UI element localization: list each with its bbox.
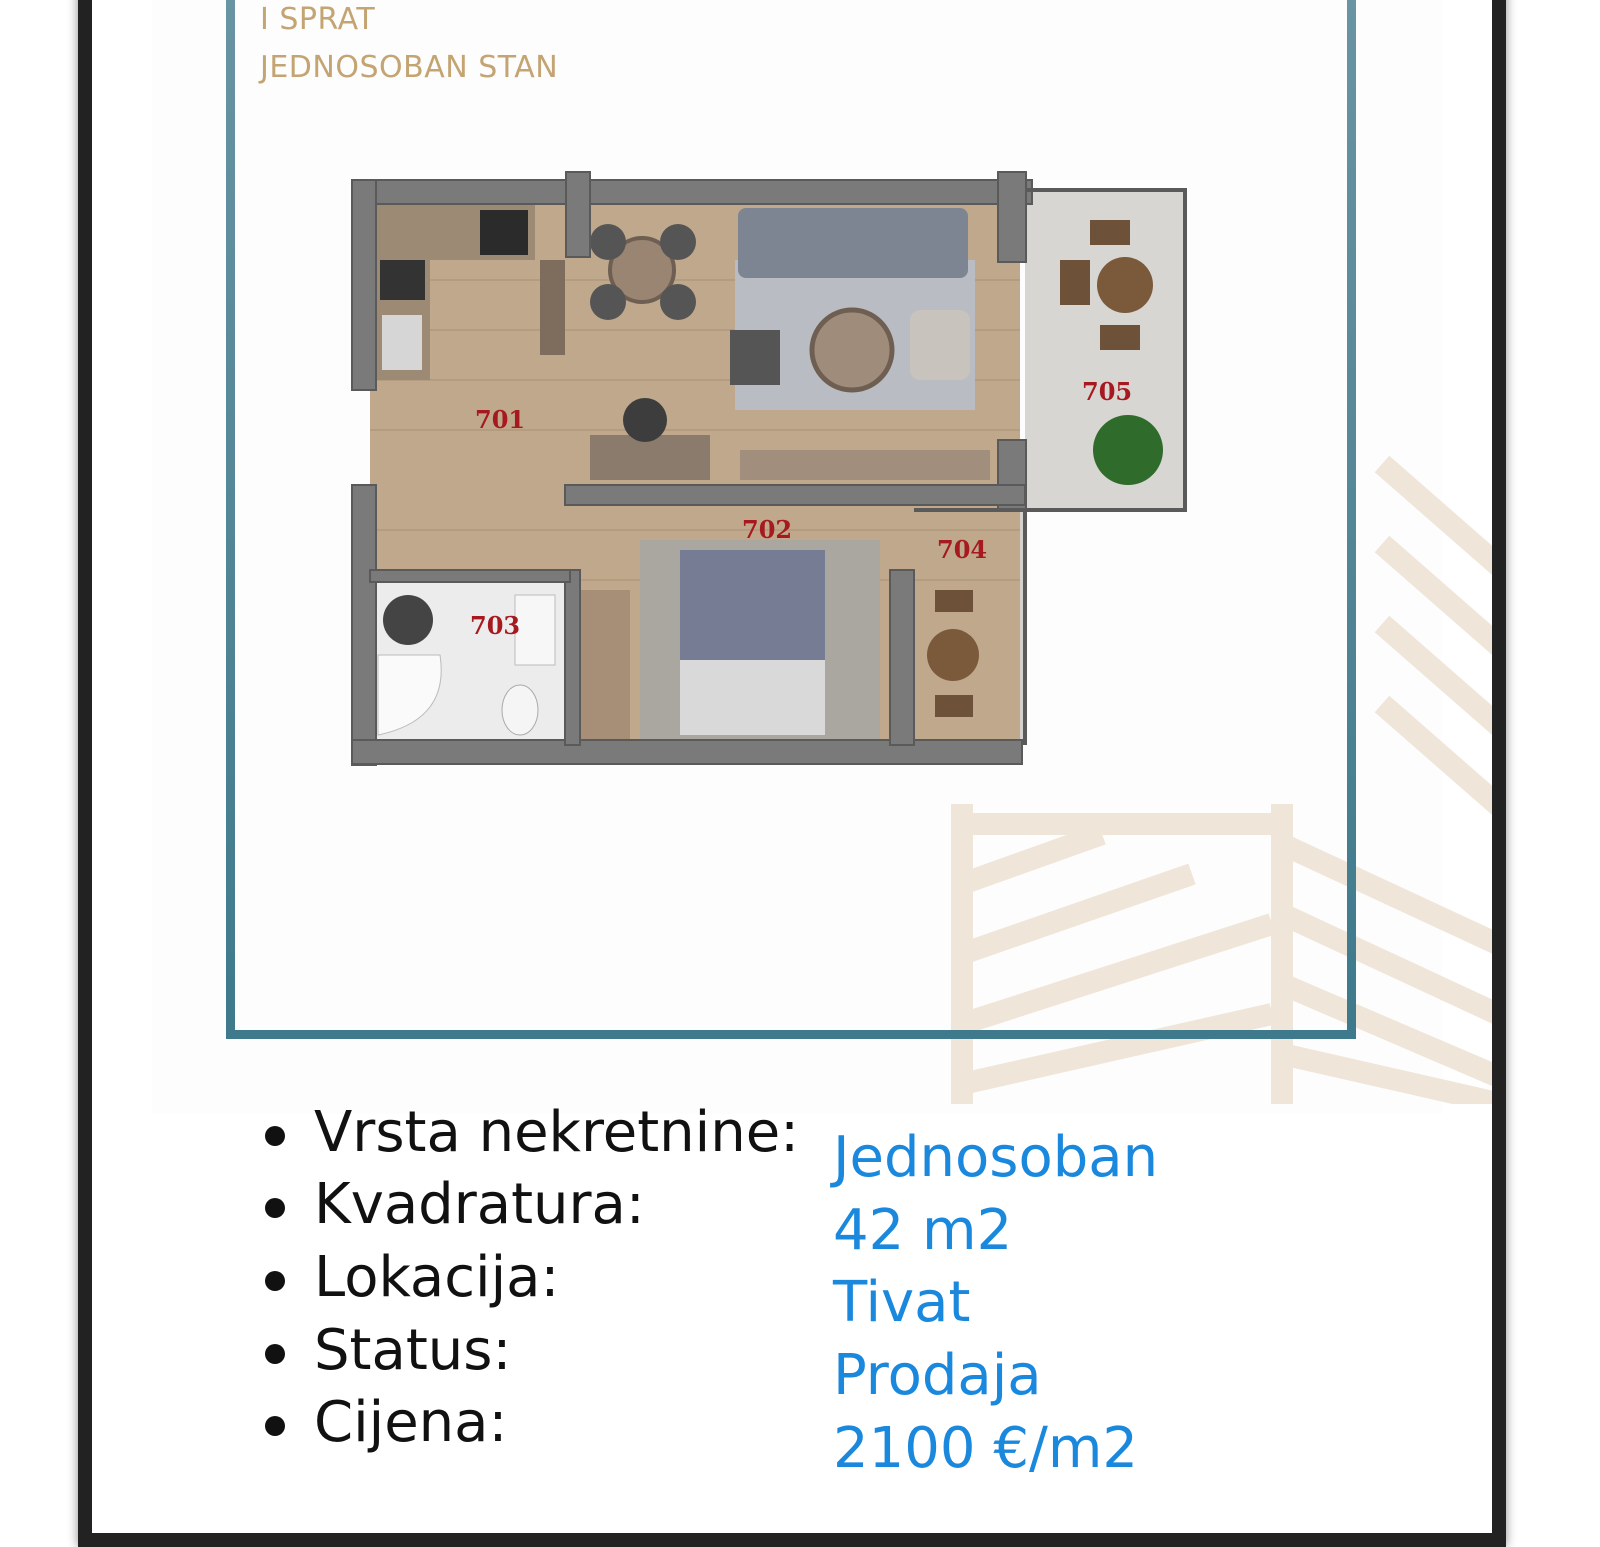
wall: [566, 172, 590, 257]
unit-type-label: JEDNOSOBAN STAN: [260, 50, 559, 85]
sideboard: [540, 260, 565, 355]
balcony-704-chair: [935, 590, 973, 612]
bullet-icon: [265, 1271, 285, 1291]
washing-machine: [383, 595, 433, 645]
spec-label: Status:: [314, 1318, 512, 1383]
dining-chair: [660, 284, 696, 320]
balcony-chair: [1100, 325, 1140, 350]
spec-value-location: Tivat: [833, 1270, 971, 1335]
desk-chair: [623, 398, 667, 442]
spec-label: Vrsta nekretnine:: [314, 1100, 800, 1165]
room-label-705: 705: [1082, 377, 1133, 406]
bullet-icon: [265, 1416, 285, 1436]
bathroom-sink: [515, 595, 555, 665]
wall: [998, 172, 1026, 262]
desk: [590, 435, 710, 480]
spec-value-area: 42 m2: [833, 1198, 1013, 1263]
oven: [380, 260, 425, 300]
spec-label: Cijena:: [314, 1390, 508, 1455]
wall: [352, 180, 1032, 204]
toilet: [502, 685, 538, 735]
balcony-704-table: [927, 629, 979, 681]
wall: [352, 740, 1022, 764]
spec-value-price: 2100 €/m2: [833, 1416, 1138, 1481]
spec-value-type: Jednosoban: [833, 1125, 1159, 1190]
balcony-704-chair: [935, 695, 973, 717]
coffee-table: [812, 310, 892, 390]
tv-console: [740, 450, 990, 480]
bed-pillows: [680, 660, 825, 735]
cooktop: [480, 210, 528, 255]
wall: [352, 180, 376, 390]
spec-label: Kvadratura:: [314, 1172, 645, 1237]
wall: [565, 485, 1025, 505]
balcony-chair: [1060, 260, 1090, 305]
wall: [565, 570, 580, 745]
sink: [382, 315, 422, 370]
room-label-703: 703: [470, 611, 521, 640]
plant: [1093, 415, 1163, 485]
floor-plan: [270, 150, 1200, 810]
wall: [890, 570, 914, 745]
room-label-702: 702: [742, 515, 793, 544]
dining-chair: [660, 224, 696, 260]
armchair: [910, 310, 970, 380]
balcony-table: [1097, 257, 1153, 313]
bullet-icon: [265, 1344, 285, 1364]
wall: [370, 570, 570, 582]
bullet-icon: [265, 1126, 285, 1146]
bullet-icon: [265, 1198, 285, 1218]
floor-label: I SPRAT: [260, 2, 376, 37]
dining-chair: [590, 284, 626, 320]
ottoman: [730, 330, 780, 385]
room-label-704: 704: [937, 535, 988, 564]
balcony-chair: [1090, 220, 1130, 245]
wall: [352, 485, 376, 765]
spec-value-status: Prodaja: [833, 1343, 1042, 1408]
sofa: [738, 208, 968, 278]
dining-chair: [590, 224, 626, 260]
spec-label: Lokacija:: [314, 1245, 560, 1310]
room-label-701: 701: [475, 405, 526, 434]
wardrobe: [575, 590, 630, 740]
